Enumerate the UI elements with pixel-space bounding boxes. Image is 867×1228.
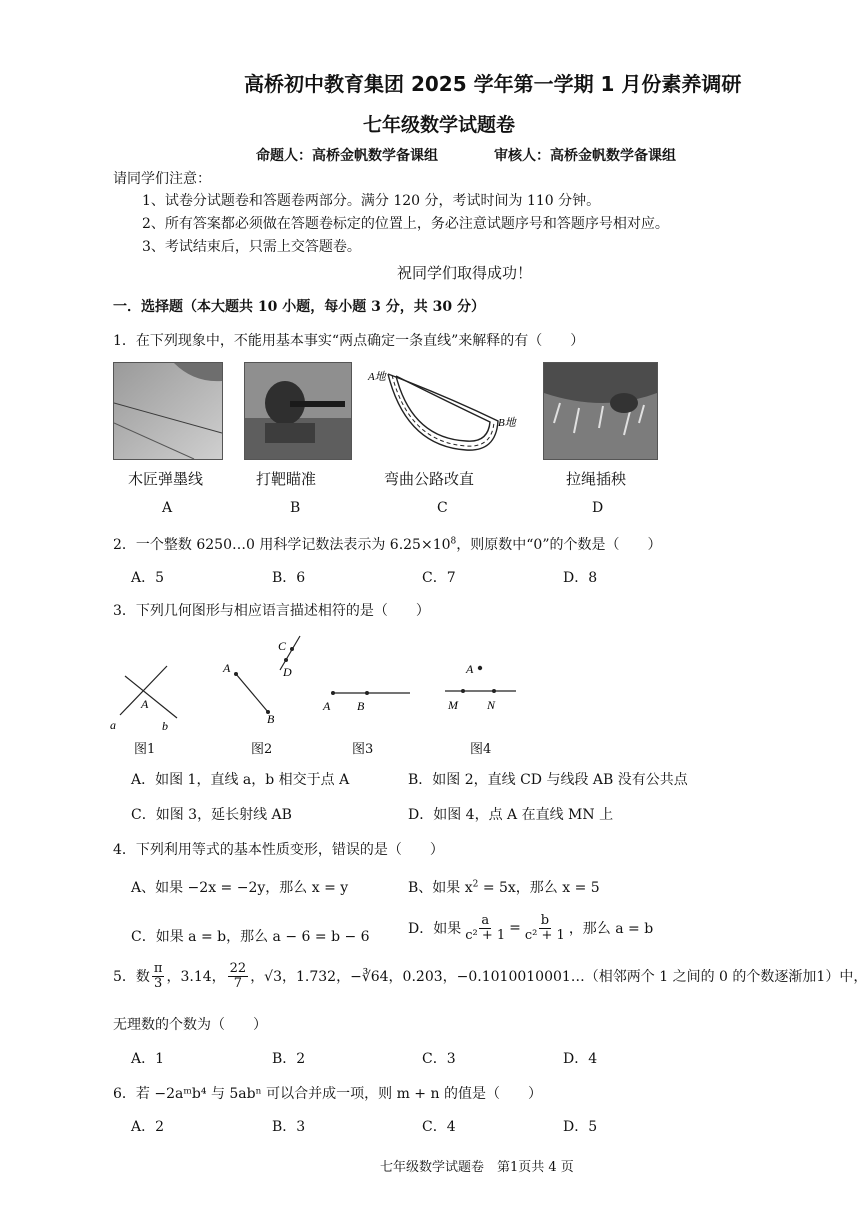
q5-rest: ，√3，1.732，−∛64，0.2̇03̇，−0.1010010001…（相邻两个 1 之间的 0 的个数逐渐加1）中， bbox=[250, 969, 867, 986]
letter-c: C bbox=[437, 500, 448, 516]
q4-option-a: A、如果 −2x = −2y，那么 x = y bbox=[131, 880, 349, 896]
q2-option-d: D．8 bbox=[563, 570, 598, 586]
fig4-label-M: M bbox=[448, 698, 458, 712]
letter-a: A bbox=[162, 500, 173, 516]
fig3-caption: 图3 bbox=[352, 742, 374, 757]
q5-pi-fraction bbox=[152, 962, 165, 990]
q6-option-d: D．5 bbox=[563, 1119, 598, 1135]
q4-b-post: = 5x，那么 x = 5 bbox=[478, 880, 600, 896]
letter-b: B bbox=[290, 500, 301, 516]
fig3-label-A: A bbox=[323, 699, 331, 713]
q4-d-f2-num: b bbox=[540, 913, 550, 928]
section-heading: 一．选择题（本大题共 10 小题，每小题 3 分，共 30 分） bbox=[113, 299, 485, 315]
fig2-label-B: B bbox=[267, 712, 275, 726]
q4-d-fraction-1 bbox=[463, 914, 507, 942]
fig4-label-N: N bbox=[487, 698, 496, 712]
exam-subtitle: 七年级数学试题卷 bbox=[363, 114, 516, 136]
q5-option-d: D．4 bbox=[563, 1051, 598, 1067]
fig2-label-A: A bbox=[223, 661, 231, 675]
fig2-caption: 图2 bbox=[251, 742, 273, 757]
q5-option-a: A．1 bbox=[131, 1051, 165, 1067]
curved-road-diagram bbox=[366, 366, 526, 466]
carpenter-photo bbox=[113, 362, 223, 460]
q5-option-b: B．2 bbox=[272, 1051, 306, 1067]
q2-stem-pre: 2．一个整数 6250…0 用科学记数法表示为 6.25×10 bbox=[113, 537, 451, 553]
q5-fraction bbox=[228, 962, 249, 990]
page-footer: 七年级数学试题卷 第1页共 4 页 bbox=[380, 1160, 574, 1175]
q5-option-c: C．3 bbox=[422, 1051, 456, 1067]
q2-exponent: 8 bbox=[450, 536, 457, 547]
q5-f-num: 22 bbox=[229, 961, 247, 976]
figure-3 bbox=[322, 691, 410, 713]
fig4-caption: 图4 bbox=[470, 742, 492, 757]
shooting-photo bbox=[244, 362, 352, 460]
q4-option-d bbox=[408, 914, 653, 942]
fig2-label-C: C bbox=[278, 639, 287, 653]
fig1-label-A: A bbox=[141, 697, 149, 711]
q3-figures bbox=[105, 630, 545, 735]
q5-f-den: 7 bbox=[233, 975, 243, 991]
fig4-label-A: A bbox=[466, 662, 474, 676]
fig1-label-a: a bbox=[110, 718, 116, 732]
fig3-label-B: B bbox=[357, 699, 365, 713]
fig1-label-b: b bbox=[162, 719, 168, 733]
caption-c: 弯曲公路改直 bbox=[384, 470, 475, 488]
q4-d-f2-den: c² + 1 bbox=[524, 927, 565, 943]
question-2-stem bbox=[113, 534, 661, 554]
notice-heading: 请同学们注意： bbox=[113, 171, 211, 187]
author-label: 命题人：高桥金帆数学备课组 bbox=[256, 148, 438, 164]
q5-mid: ，3.14， bbox=[166, 969, 226, 986]
q4-option-b bbox=[408, 877, 600, 897]
q4-d-f1-num: a bbox=[481, 913, 490, 928]
q4-d-f1-den: c² + 1 bbox=[465, 927, 506, 943]
q6-option-a: A．2 bbox=[131, 1119, 165, 1135]
q2-option-b: B．6 bbox=[272, 570, 306, 586]
q5-pre: 5．数 bbox=[113, 969, 150, 986]
figure-1 bbox=[110, 666, 177, 733]
letter-d: D bbox=[592, 500, 604, 516]
caption-a: 木匠弹墨线 bbox=[128, 470, 204, 488]
wish-text: 祝同学们取得成功！ bbox=[397, 264, 533, 282]
q3-option-b: B．如图 2，直线 CD 与线段 AB 没有公共点 bbox=[408, 772, 688, 788]
q6-option-b: B．3 bbox=[272, 1119, 306, 1135]
road-label-b: B地 bbox=[498, 417, 516, 429]
question-3-stem: 3．下列几何图形与相应语言描述相符的是（ ） bbox=[113, 603, 430, 619]
q4-d-eq: = bbox=[509, 920, 521, 937]
question-4-stem: 4．下列利用等式的基本性质变形，错误的是（ ） bbox=[113, 842, 444, 858]
exam-title: 高桥初中教育集团 2025 学年第一学期 1 月份素养调研 bbox=[244, 72, 742, 96]
caption-b: 打靶瞄准 bbox=[256, 470, 317, 488]
question-1-stem: 1．在下列现象中，不能用基本事实“两点确定一条直线”来解释的有（ ） bbox=[113, 333, 585, 349]
q3-option-c: C．如图 3，延长射线 AB bbox=[131, 807, 292, 823]
q5-pi-num: π bbox=[153, 961, 163, 976]
q5-line2: 无理数的个数为（ ） bbox=[113, 1017, 267, 1033]
question-6-stem: 6．若 −2aᵐb⁴ 与 5abⁿ 可以合并成一项，则 m + n 的值是（ ） bbox=[113, 1086, 542, 1102]
q4-d-pre: D．如果 bbox=[408, 921, 462, 938]
figure-2 bbox=[222, 636, 300, 726]
q4-b-pre: B、如果 x bbox=[408, 880, 473, 896]
q3-option-a: A．如图 1，直线 a，b 相交于点 A bbox=[131, 772, 350, 788]
notice-item-1: 1、试卷分试题卷和答题卷两部分。满分 120 分，考试时间为 110 分钟。 bbox=[142, 193, 601, 209]
notice-item-2: 2、所有答案都必须做在答题卷标定的位置上，务必注意试题序号和答题序号相对应。 bbox=[142, 216, 669, 232]
notice-item-3: 3、考试结束后，只需上交答题卷。 bbox=[142, 239, 361, 255]
q4-d-post: ，那么 a = b bbox=[568, 921, 654, 938]
fig1-caption: 图1 bbox=[134, 742, 156, 757]
figure-4 bbox=[445, 662, 516, 712]
q6-option-c: C．4 bbox=[422, 1119, 456, 1135]
q2-option-a: A．5 bbox=[131, 570, 165, 586]
reviewer-label: 审核人：高桥金帆数学备课组 bbox=[494, 148, 676, 164]
q2-stem-post: ，则原数中“0”的个数是（ ） bbox=[456, 537, 662, 553]
q3-option-d: D．如图 4，点 A 在直线 MN 上 bbox=[408, 807, 614, 823]
fig2-label-D: D bbox=[283, 665, 292, 679]
road-label-a: A地 bbox=[368, 371, 386, 383]
q2-option-c: C．7 bbox=[422, 570, 456, 586]
q4-d-fraction-2 bbox=[523, 914, 567, 942]
rice-planting-photo bbox=[543, 362, 658, 460]
q5-pi-den: 3 bbox=[154, 975, 163, 991]
caption-d: 拉绳插秧 bbox=[566, 470, 627, 488]
q4-option-c: C．如果 a = b，那么 a − 6 = b − 6 bbox=[131, 929, 370, 945]
q4-b-sup: 2 bbox=[472, 879, 479, 890]
question-5-stem bbox=[113, 962, 867, 990]
